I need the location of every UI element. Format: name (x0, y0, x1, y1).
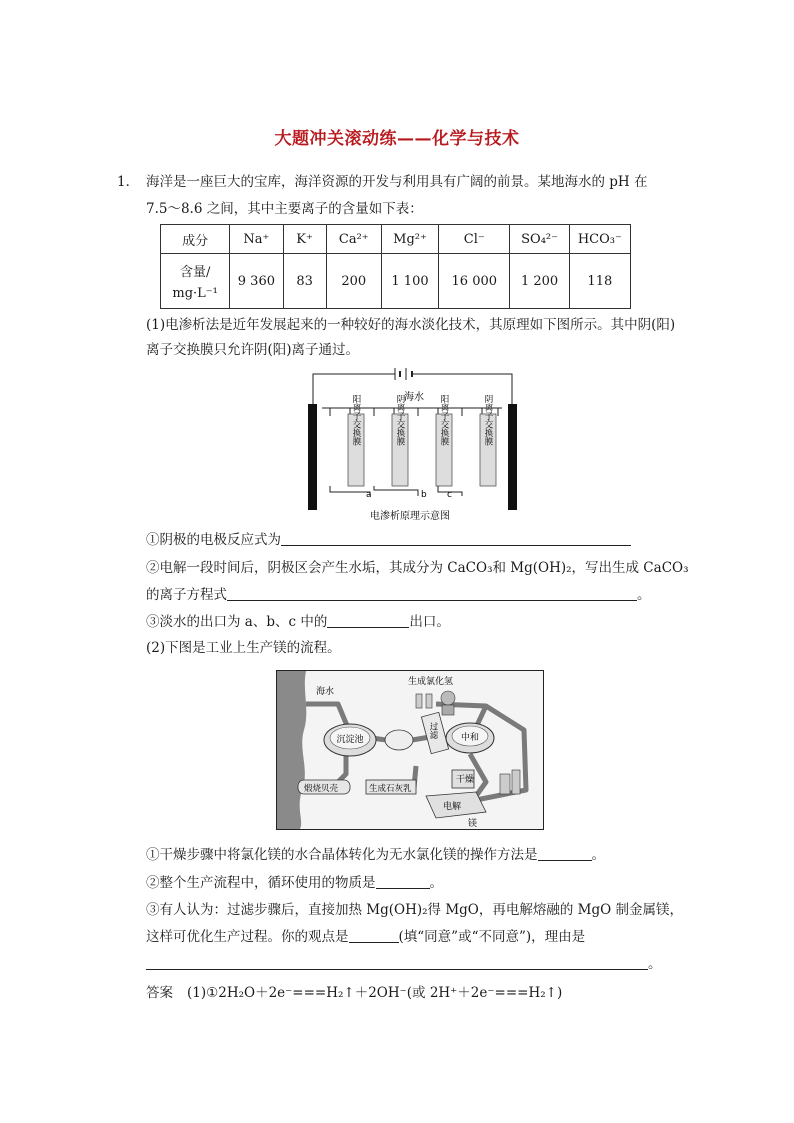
sub2-q3-end: 。 (648, 956, 662, 972)
flow-label: 过滤 (428, 722, 438, 739)
membrane-label: 阳离子交换膜 (439, 394, 449, 446)
page-title: 大题冲关滚动练——化学与技术 (274, 129, 520, 149)
table-header-cell: SO₄²⁻ (510, 225, 569, 254)
table-header-cell: Na⁺ (230, 225, 283, 254)
answer-blank[interactable] (227, 585, 637, 601)
answer-blank[interactable] (281, 530, 631, 546)
sub2-q1-text: ①干燥步骤中将氯化镁的水合晶体转化为无水氯化镁的操作方法是 (146, 847, 538, 863)
sub2-q2-end: 。 (429, 875, 443, 891)
sub1-q2-line2 (146, 585, 651, 605)
sub2-q2-text: ②整个生产流程中，循环使用的物质是 (146, 875, 376, 891)
outlet-a-label: a (366, 490, 372, 500)
sub1-q1 (146, 530, 631, 550)
sub2-q3-post: (填“同意”或“不同意”)，理由是 (398, 929, 586, 945)
answer-blank[interactable] (376, 873, 430, 889)
row-label-line2: mg·L⁻¹ (172, 286, 218, 301)
flow-label: 煅烧贝壳 (304, 784, 339, 794)
question-text-line2: 7.5～8.6 之间，其中主要离子的含量如下表： (146, 201, 423, 217)
table-cell: 16 000 (439, 254, 510, 309)
cathode-electrode (308, 404, 317, 510)
answer-blank[interactable] (146, 954, 648, 970)
outlet-b-label: b (421, 490, 427, 500)
sub2-q1-end: 。 (591, 847, 605, 863)
question-text-line1: 海洋是一座巨大的宝库，海洋资源的开发与利用具有广阔的前景。某地海水的 pH 在 (146, 174, 648, 190)
flow-label: 海水 (316, 687, 335, 697)
membrane-label: 阴离子交换膜 (483, 394, 493, 446)
table-header-cell: Cl⁻ (439, 225, 510, 254)
table-cell: 118 (569, 254, 630, 309)
ion-content-table (160, 224, 631, 309)
sub1-q2-text: 的离子方程式 (146, 587, 227, 603)
answer-blank[interactable] (538, 845, 592, 861)
table-header-cell: Ca²⁺ (326, 225, 381, 254)
table-cell: 200 (326, 254, 381, 309)
table-cell: 1 100 (381, 254, 438, 309)
table-header-cell: Mg²⁺ (381, 225, 438, 254)
part1-line1: (1)电渗析法是近年发展起来的一种较好的海水淡化技术，其原理如下图所示。其中阴(阳) (146, 317, 676, 333)
outlet-pipes (330, 486, 462, 496)
diagram-caption: 电渗析原理示意图 (370, 511, 450, 522)
battery-icon (395, 368, 412, 380)
sub1-q2-end: 。 (637, 587, 651, 603)
table-cell: 9 360 (230, 254, 283, 309)
magnesium-flowchart (276, 670, 544, 830)
table-header-cell: K⁺ (283, 225, 326, 254)
table-header-cell: 成分 (161, 225, 230, 254)
part2-line: (2)下图是工业上生产镁的流程。 (146, 640, 341, 656)
flow-label: 干燥 (456, 775, 475, 785)
sub1-q2-line1: ②电解一段时间后，阴极区会产生水垢，其成分为 CaCO₃和 Mg(OH)₂，写出生成 CaCO₃ (146, 560, 689, 576)
flow-label: 生成石灰乳 (369, 784, 412, 794)
answer-blank[interactable] (327, 612, 409, 628)
flow-label: 镁 (468, 819, 478, 829)
flow-label: 生成氯化氢 (408, 677, 454, 687)
flow-label: 沉淀池 (336, 735, 364, 745)
membrane-label: 阳离子交换膜 (351, 394, 361, 446)
sub2-q2 (146, 873, 443, 893)
sub2-q1 (146, 845, 605, 865)
outlet-c-label: c (447, 490, 452, 500)
electrodialysis-diagram (290, 364, 530, 524)
flow-label: 中和 (460, 733, 480, 743)
row-label-line1: 含量/ (179, 265, 211, 280)
answer-label: 答案 (146, 985, 173, 1001)
table-cell: 83 (283, 254, 326, 309)
sub2-q3-line3 (146, 954, 662, 974)
answer-text: (1)①2H₂O＋2e⁻===H₂↑＋2OH⁻(或 2H⁺＋2e⁻===H₂↑) (187, 985, 563, 1001)
membrane-label: 阴离子交换膜 (395, 394, 405, 446)
sub1-q3-end: 出口。 (409, 614, 450, 630)
sub2-q3-text: 这样可优化生产过程。你的观点是 (146, 929, 349, 945)
table-cell: 1 200 (510, 254, 569, 309)
sub2-q3-line2 (146, 927, 585, 947)
anode-electrode (508, 404, 517, 510)
table-row-label (161, 254, 230, 309)
answer-blank[interactable] (349, 927, 399, 943)
sub1-q3 (146, 612, 450, 632)
circuit-wire-right (412, 374, 512, 404)
question-number: 1． (117, 174, 140, 190)
flow-label: 电解 (442, 802, 462, 812)
sub2-q3-line1: ③有人认为：过滤步骤后，直接加热 Mg(OH)₂得 MgO，再电解熔融的 MgO 制金属镁， (146, 902, 683, 918)
table-header-cell: HCO₃⁻ (569, 225, 630, 254)
part1-line2: 离子交换膜只允许阴(阳)离子通过。 (146, 342, 360, 358)
sub1-q3-text: ③淡水的出口为 a、b、c 中的 (146, 614, 328, 630)
answer-line (146, 983, 562, 1003)
intermediate-tank-icon (385, 730, 413, 750)
seawater-label: 海水 (404, 392, 424, 403)
sub1-q1-text: ①阴极的电极反应式为 (146, 532, 281, 548)
